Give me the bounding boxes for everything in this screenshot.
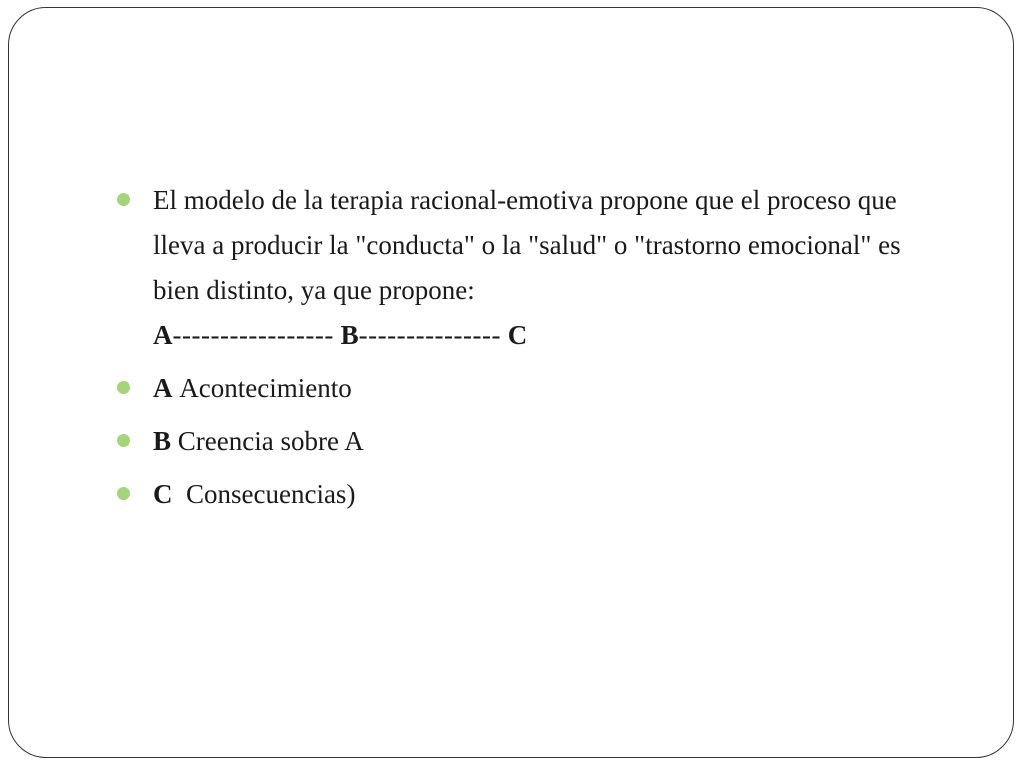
list-item [117, 178, 907, 358]
item-term: C [153, 479, 173, 509]
bullet-dot-icon [117, 434, 130, 447]
item-text: Creencia sobre A [177, 426, 364, 456]
bullet-dot-icon [117, 487, 130, 500]
slide [8, 7, 1014, 758]
item-text: Consecuencias) [186, 479, 356, 509]
list-item [117, 419, 907, 464]
sequence-b: B [340, 320, 359, 350]
bullet-list [117, 178, 907, 525]
sequence-a: A [153, 320, 173, 350]
item-term: A [153, 373, 173, 403]
bullet-dot-icon [117, 381, 130, 394]
list-item [117, 366, 907, 411]
item-text: Acontecimiento [179, 373, 352, 403]
bullet-dot-icon [117, 193, 130, 206]
sequence-separator: ----------------- [172, 320, 334, 350]
sequence-c: C [507, 320, 528, 350]
list-item [117, 472, 907, 517]
sequence-separator: --------------- [358, 320, 501, 350]
intro-text: El modelo de la terapia racional-emotiva propone que el proceso que lleva a producir la "conducta" o la "salud" o "trastorno emocional" es bien distinto, ya que propone: [153, 185, 901, 305]
item-term: B [153, 426, 172, 456]
